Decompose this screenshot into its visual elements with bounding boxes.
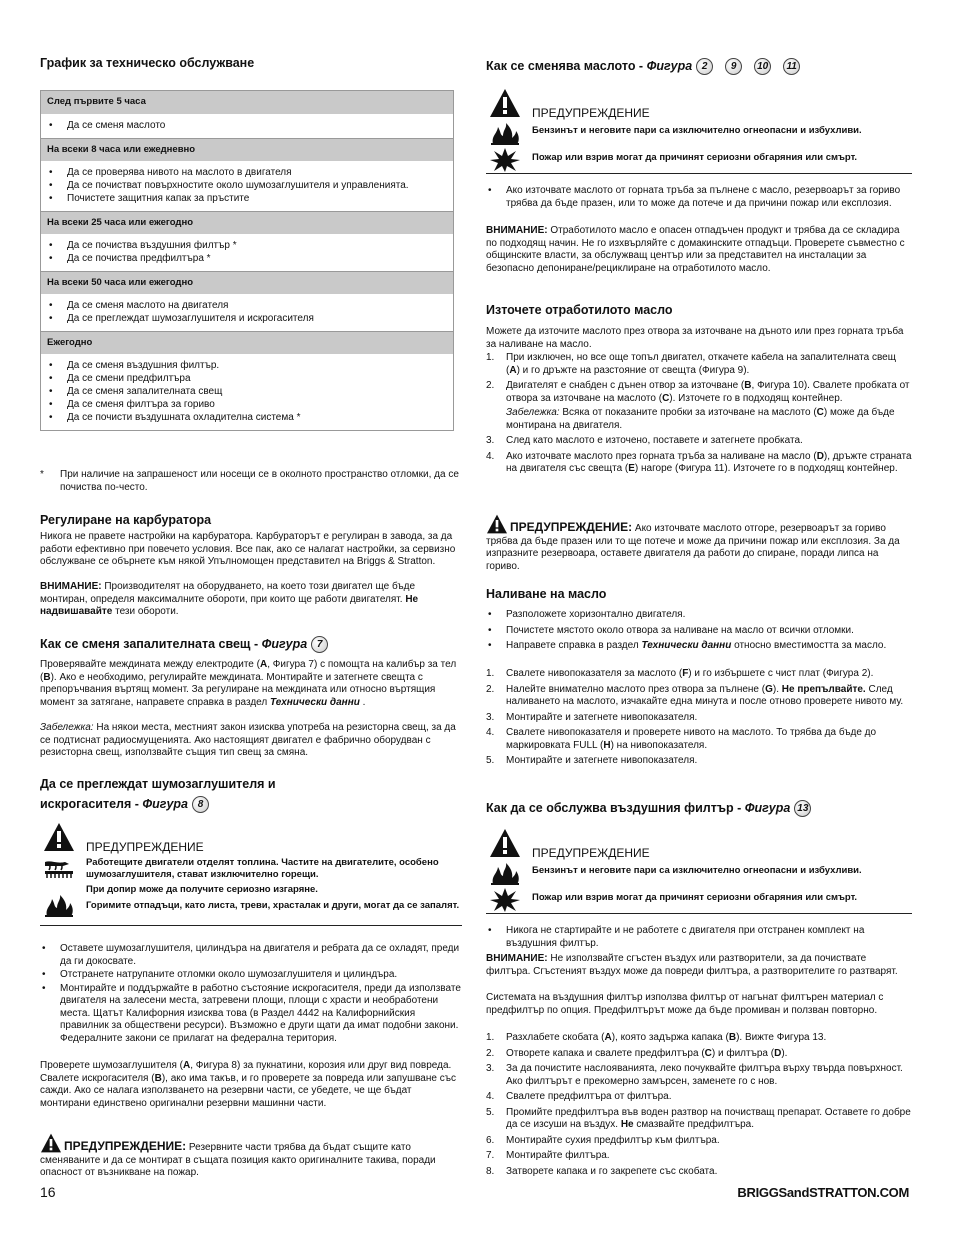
carburetor-text: Никога не правете настройки на карбуратора. Карбураторът е регулиран в завода, за да работи ефективно при повечето условия. Все пак, ако се налагат настройки, за сервизно обслужване се обърнете към някой Упълномощен представител на Briggs & Stratton.	[40, 531, 456, 567]
warning-triangle-icon	[489, 828, 521, 858]
divider	[486, 173, 912, 174]
table-section-head: На всеки 25 часа или ежегодно	[41, 211, 453, 234]
fill-oil-title: Наливане на масло	[486, 587, 607, 601]
warning-line: Пожар или взрив могат да причинят сериозни обгаряния или смърт.	[532, 892, 858, 903]
spark-plug-title	[40, 636, 328, 653]
footnote-mark: *	[40, 469, 44, 480]
air-warning	[486, 828, 912, 914]
warning-line: Бензинът и неговите пари са изключително огнеопасни и избухливи.	[532, 865, 862, 876]
table-footnote	[40, 469, 462, 494]
warning-title: ПРЕДУПРЕЖДЕНИЕ:	[64, 1139, 187, 1153]
figure-badge: 9	[725, 58, 742, 75]
list-item: 1. Свалете нивопоказателя за маслото (F) и го избършете с чист плат (Фигура 2).	[486, 668, 874, 679]
list-item: 3. За да почистите наслояванията, леко почуквайте филтъра върху твърда повърхност. Ако филтърът е прекомерно замърсен, заменете го с нов.	[486, 1063, 903, 1087]
drain-title: Източете отработилото масло	[486, 303, 673, 317]
list-item: • Отстранете натрупаните отломки около шумозаглушителя и цилиндъра.	[40, 969, 462, 982]
list-item: 5. Промийте предфилтъра във воден разтвор на почистващ препарат. Оставете го добре да се изсуши на въздух. Не смазвайте предфилтъра.	[486, 1106, 911, 1130]
caution-bold: Не надвишавайте	[40, 593, 419, 617]
oil-warning	[486, 88, 912, 174]
drain-inline-warning	[486, 514, 912, 573]
warning-line: Бензинът и неговите пари са изключително огнеопасни и избухливи.	[532, 125, 862, 136]
table-section-list	[41, 161, 453, 211]
warning-title: ПРЕДУПРЕЖДЕНИЕ:	[510, 520, 633, 534]
list-item: • Разположете хоризонтално двигателя.	[486, 609, 912, 622]
spark-plug-text: Проверявайте междината между електродите (A, Фигура 7) с помощта на калибър за тел (B). Ако е необходимо, регулирайте междината. Монтирайте и затегнете свещта с препоръчвания въртящ момент. За регулиране на междината или относно въртящия момент за затягане, направете справка в раздел Технически данни .	[40, 659, 457, 708]
divider	[486, 913, 912, 914]
list-item: • Направете справка в раздел Технически данни относно вместимостта за масло.	[486, 640, 912, 653]
list-item: • Да се почиства въздушния филтър *	[47, 239, 447, 252]
footnote-text: При наличие на запрашеност или носещи се в околното пространство отломки, да се почиства по-често.	[60, 469, 459, 493]
warning-title: ПРЕДУПРЕЖДЕНИЕ	[86, 840, 204, 854]
title-figure-word: Фигура	[261, 636, 308, 651]
list-item: 6. Монтирайте сухия предфилтър към филтъра.	[486, 1134, 720, 1146]
maintenance-table	[40, 90, 454, 431]
warning-line: При допир може да получите сериозно изгаряне.	[86, 884, 318, 895]
drain-intro: Можете да източите маслото през отвора за източване на дъното или през горната тръба за наливане на масло.	[486, 326, 904, 350]
table-section-list	[41, 234, 453, 271]
brand-url: BRIGGSandSTRATTON.COM	[737, 1185, 909, 1200]
list-item: 8. Затворете капака и го закрепете със скобата.	[486, 1165, 718, 1177]
warning-line: Работещите двигатели отделят топлина. Частите на двигателите, особено шумозаглушителя, стават изключително горещи.	[86, 857, 439, 880]
list-item: 3. След като маслото е източено, поставете и затегнете пробката.	[486, 435, 803, 446]
list-item: • Монтирайте и поддържайте в работно състояние искрогасителя, преди да използвате двигателя на залесени места, затревени площи, площи с храсти и необработени места. Щатът Калифорния изисква това (в Раздел 4442 на Калифорнийския правилник за обществени ресурси). Възможно е други щати да имат подобни закони. Федералните закони се прилагат на федерална територия.	[40, 983, 462, 1046]
figure-badge: 2	[696, 58, 713, 75]
fire-icon	[489, 122, 521, 146]
muffler-text: Проверете шумозаглушителя (A, Фигура 8) за пукнатини, корозия или друг вид повреда. Свалете искрогасителя (B), ако има такъв, и го проверете за повреда или запушване със сажди. Ако се налага използването на резервни части, се убедете, че ще бъдат монтирани единствено оригинални резервни машинни части.	[40, 1060, 456, 1109]
explosion-icon	[489, 888, 521, 912]
fill-steps	[486, 668, 912, 769]
caution-label: ВНИМАНИЕ:	[40, 581, 102, 592]
oil-bullets	[486, 185, 912, 211]
spark-plug-note	[40, 722, 462, 760]
carburetor-title: Регулиране на карбуратора	[40, 513, 212, 527]
muffler-title: Да се преглеждат шумозаглушителя и искрогасителя - Фигура 8	[40, 774, 276, 814]
warning-text: Резервните части трябва да бъдат същите като сменяваните и да се монтират в същата позиция както оригиналните такива, поради опасност от възникване на пожар.	[40, 1142, 436, 1178]
list-item: • Да се сменя маслото	[47, 119, 447, 132]
figure-badge: 7	[311, 636, 328, 653]
list-item: 5. Монтирайте и затегнете нивопоказателя.	[486, 755, 698, 766]
list-item: • Да се сменя запалителната свещ	[47, 385, 447, 398]
table-section-head: След първите 5 часа	[41, 91, 453, 114]
warning-title: ПРЕДУПРЕЖДЕНИЕ	[532, 106, 650, 120]
warning-line: Горимите отпадъци, като листа, треви, храсталак и други, могат да се запалят.	[86, 900, 460, 911]
list-item: 2. Налейте внимателно маслото през отвора за пълнене (G). Не препълвайте. След наливането на маслото, изчакайте една минута и после отново проверете нивото му.	[486, 683, 904, 707]
warning-triangle-icon	[486, 514, 508, 534]
table-section-head: На всеки 8 часа или ежедневно	[41, 138, 453, 161]
list-item: • Почистете защитния капак за пръстите	[47, 192, 447, 205]
list-item: 7. Монтирайте филтъра.	[486, 1150, 610, 1161]
warning-triangle-icon	[40, 1133, 62, 1153]
list-item: • Оставете шумозаглушителя, цилиндъра на двигателя и ребрата да се охладят, преди да ги докосвате.	[40, 943, 462, 968]
warning-triangle-icon	[489, 88, 521, 118]
list-item: • Да се проверява нивото на маслото в двигателя	[47, 166, 447, 179]
list-item: • Да се сменя филтъра за гориво	[47, 398, 447, 411]
drain-steps	[486, 352, 912, 477]
note-label: Забележка:	[40, 722, 94, 733]
muffler-warning	[40, 822, 462, 932]
air-caution: ВНИМАНИЕ: Не използвайте сгъстен въздух или разтворители, за да почиствате филтъра. Сгъстеният въздух може да повреди филтъра, а разтворителите го разтварят.	[486, 953, 898, 977]
figure-badge: 10	[754, 58, 771, 75]
figure-badge: 11	[783, 58, 800, 75]
divider	[40, 925, 462, 926]
warning-triangle-icon	[43, 822, 75, 852]
list-item: • Да се почисти въздушната охладителна система *	[47, 411, 447, 424]
table-section-list	[41, 354, 453, 430]
list-item: • Да се смени предфилтъра	[47, 372, 447, 385]
table-section-head: На всеки 50 часа или ежегодно	[41, 271, 453, 294]
list-item: 1. При изключен, но все още топъл двигател, откачете кабела на запалителната свещ (A) и го дръжте на разстояние от свещта (Фигура 9).	[486, 352, 896, 376]
maintenance-title: График за техническо обслужване	[40, 56, 255, 70]
list-item: • Да се почистват повърхностите около шумозаглушителя и управленията.	[47, 179, 447, 192]
table-section-list	[41, 294, 453, 331]
list-item: 4. Ако източвате маслото през горната тръба за наливане на масло (D), дръжте страната на двигателя със свещта (E) нагоре (Фигура 11). Източете го в подходящ контейнер.	[486, 450, 912, 474]
carburetor-caution	[40, 581, 462, 619]
muffler-inline-warning	[40, 1133, 462, 1180]
list-item: 1. Разхлабете скобата (A), която задържа капака (B). Вижте Фигура 13.	[486, 1032, 827, 1043]
air-text: Системата на въздушния филтър използва филтър от нагънат филтърен материал с предфилтър по опция. Предфилтърът може да бъде промиван и ползван повторно.	[486, 992, 884, 1016]
caution-text: Производителят на оборудването, на което този двигател ще бъде монтиран, определя максималните обороти, при които ще работи двигателят.	[40, 581, 416, 605]
figure-badge: 13	[794, 800, 811, 817]
explosion-icon	[489, 148, 521, 172]
title-text: Как се сменя запалителната свещ -	[40, 636, 262, 651]
oil-caution: ВНИМАНИЕ: Отработилото масло е опасен отпадъчен продукт и трябва да се складира по подходящ начин. Не го изхвърляйте с домакинските отпадъци. Проверете съвместно с общинските власти, за обслужващ център или за представител на инсталации за безопасно депониране/рециклиране на отработилото масло.	[486, 225, 905, 274]
fire-icon	[43, 894, 75, 918]
list-item: • Да се сменя въздушния филтър.	[47, 359, 447, 372]
figure-badge: 8	[192, 796, 209, 813]
hot-surface-icon	[43, 856, 75, 880]
list-item: 4. Свалете нивопоказателя и проверете нивото на маслото. То трябва да бъде до маркировката FULL (H) на нивопоказателя.	[486, 727, 877, 751]
air-bullets	[486, 925, 912, 951]
note-text: На някои места, местният закон изисква употреба на резисторна свещ, за да се подтиснат радиосмущенията. Ако настоящият двигател е фабрично оборудван с резисторна свещ, използвайте същия тип свещ за смяна.	[40, 722, 456, 758]
table-section-list	[41, 114, 453, 138]
list-item: • Да се сменя маслото на двигателя	[47, 299, 447, 312]
oil-change-title: Как се сменява маслото - Фигура 2 9 10 11	[486, 58, 800, 75]
list-item: 2. Двигателят е снабден с дънен отвор за източване (B, Фигура 10). Свалете пробката от отвора за източване на маслото (C). Източете го в подходящ контейнер. Забележка: Всяка от показаните пробки за източване на маслото (C) може да бъде монтирана на двигателя.	[486, 380, 910, 431]
fill-bullets	[486, 609, 912, 654]
air-filter-title: Как да се обслужва въздушния филтър - Фигура 13	[486, 800, 811, 817]
warning-line: Пожар или взрив могат да причинят сериозни обгаряния или смърт.	[532, 152, 858, 163]
caution-end: тези обороти.	[112, 606, 179, 617]
list-item: • Ако източвате маслото от горната тръба за пълнене с масло, резервоарът за гориво трябва да бъде празен, или то може да потече и да причини пожар или експлозия.	[486, 185, 912, 210]
list-item: 2. Отворете капака и свалете предфилтъра (C) и филтъра (D).	[486, 1047, 788, 1059]
list-item: • Почистете мястото около отвора за наливане на масло от всички отломки.	[486, 625, 912, 638]
list-item: 3. Монтирайте и затегнете нивопоказателя.	[486, 711, 698, 723]
list-item: • Никога не стартирайте и не работете с двигателя при отстранен комплект на въздушния филтър.	[486, 925, 912, 950]
warning-title: ПРЕДУПРЕЖДЕНИЕ	[532, 846, 650, 860]
table-section-head: Ежегодно	[41, 331, 453, 354]
list-item: • Да се преглеждат шумозаглушителя и искрогасителя	[47, 312, 447, 325]
warning-text: Ако източвате маслото отгоре, резервоарът за гориво трябва да бъде празен или то ще потече и може да причини пожар или експлозия. За да изпразните резервоара, оставете двигателя да работи до спиране, поради липса на гориво.	[486, 523, 900, 572]
list-item: 4. Свалете предфилтъра от филтъра.	[486, 1091, 672, 1102]
air-steps	[486, 1032, 912, 1179]
fire-icon	[489, 862, 521, 886]
muffler-bullets	[40, 943, 462, 1046]
page-number: 16	[40, 1184, 56, 1200]
list-item: • Да се почиства предфилтъра *	[47, 252, 447, 265]
